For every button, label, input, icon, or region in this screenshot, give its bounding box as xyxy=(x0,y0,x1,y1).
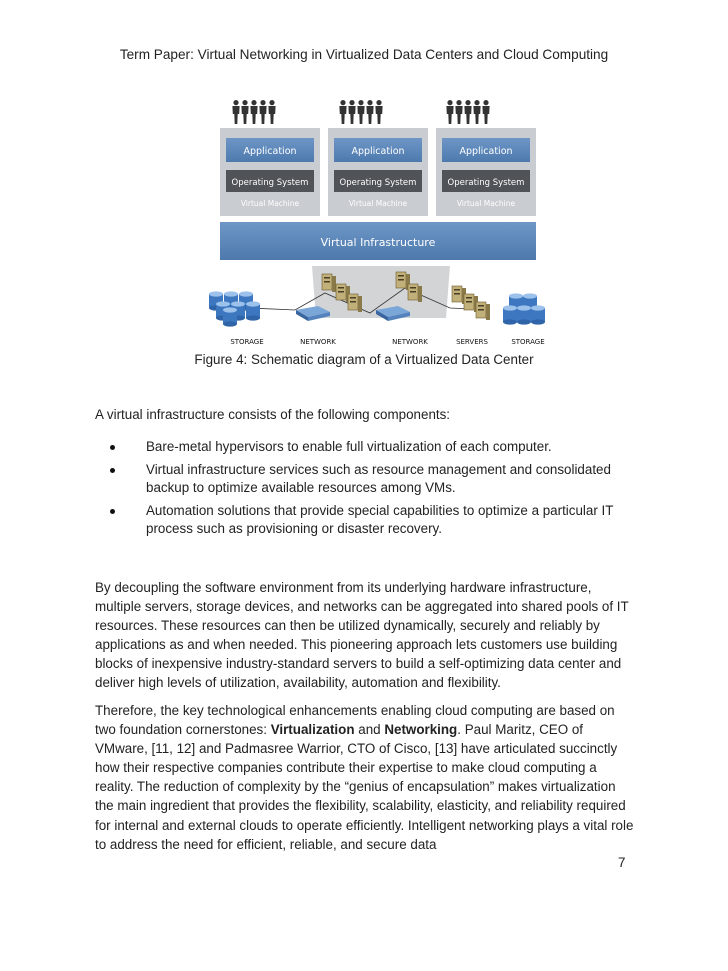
svg-text:Operating System: Operating System xyxy=(231,178,309,188)
label-network-right: NETWORK xyxy=(392,338,428,346)
bullet-icon xyxy=(110,445,115,450)
svg-text:Application: Application xyxy=(351,146,405,157)
hardware-layer xyxy=(209,266,545,327)
label-network-left: NETWORK xyxy=(300,338,336,346)
list-item: Bare-metal hypervisors to enable full virtualization of each computer. xyxy=(108,438,648,456)
users-group-3 xyxy=(446,100,489,124)
storage-icon-left xyxy=(209,291,260,326)
svg-text:Application: Application xyxy=(243,146,297,157)
term-virtualization: Virtualization xyxy=(270,722,355,738)
list-item: Virtual infrastructure services such as resource management and consolidated backup to optimize available resources among VMs. xyxy=(108,461,648,497)
label-storage-right: STORAGE xyxy=(511,338,545,346)
body-paragraph-2: Therefore, the key technological enhancements enabling cloud computing are based on two foundation cornerstones: Virtualization and Networking. Paul Maritz, CEO of VMware, [11, 12] and Padmasree Warrior, CTO of Cisco, [13] have articulated succinctly how their respective companies contribute their expertise to make cloud computing a reality. The reduction of complexity by the “genius of encapsulation” makes virtualization the main ingredient that provides the flexibility, scalability, elasticity, and reliability required for internal and external clouds to operate efficiently. Intelligent networking plays a vital role to address the need for efficient, reliable, and secure data xyxy=(95,703,634,852)
virtual-machine-1 xyxy=(220,128,320,216)
svg-text:Application: Application xyxy=(459,146,513,157)
intro-text: A virtual infrastructure consists of the following components: xyxy=(95,407,451,422)
virtual-infrastructure-bar xyxy=(220,222,536,260)
storage-icon-right xyxy=(503,293,545,324)
component-list xyxy=(108,438,648,543)
page-number: 7 xyxy=(618,855,626,870)
term-networking: Networking xyxy=(384,722,458,738)
virtualized-data-center-diagram xyxy=(200,98,545,350)
virtual-machine-2 xyxy=(328,128,428,216)
page-header: Term Paper: Virtual Networking in Virtualized Data Centers and Cloud Computing xyxy=(119,47,609,62)
label-storage-left: STORAGE xyxy=(230,338,264,346)
svg-text:Virtual Machine: Virtual Machine xyxy=(456,199,516,208)
users-group-1 xyxy=(232,100,275,124)
list-item: Automation solutions that provide special capabilities to optimize a particular IT process such as provisioning or disaster recovery. xyxy=(108,502,648,538)
virtual-machine-3 xyxy=(436,128,536,216)
body-paragraph-1: By decoupling the software environment from its underlying hardware infrastructure, multiple servers, storage devices, and networks can be aggregated into shared pools of IT resources. These resources can then be utilized dynamically, securely and reliably by applications as and when needed. This pioneering approach lets customers use building blocks of inexpensive industry-standard servers to build a self-optimizing data center and deliver high levels of utilization, availability, automation and flexibility. xyxy=(95,580,629,691)
svg-text:Operating System: Operating System xyxy=(447,178,525,188)
bullet-icon xyxy=(110,509,115,514)
svg-text:Virtual Infrastructure: Virtual Infrastructure xyxy=(320,236,436,249)
users-group-2 xyxy=(339,100,382,124)
bullet-icon xyxy=(110,468,115,473)
svg-text:Virtual Machine: Virtual Machine xyxy=(348,199,408,208)
figure-caption: Figure 4: Schematic diagram of a Virtualized Data Center xyxy=(194,352,534,367)
label-servers: SERVERS xyxy=(456,338,488,346)
svg-text:Operating System: Operating System xyxy=(339,178,417,188)
svg-text:Virtual Machine: Virtual Machine xyxy=(240,199,300,208)
